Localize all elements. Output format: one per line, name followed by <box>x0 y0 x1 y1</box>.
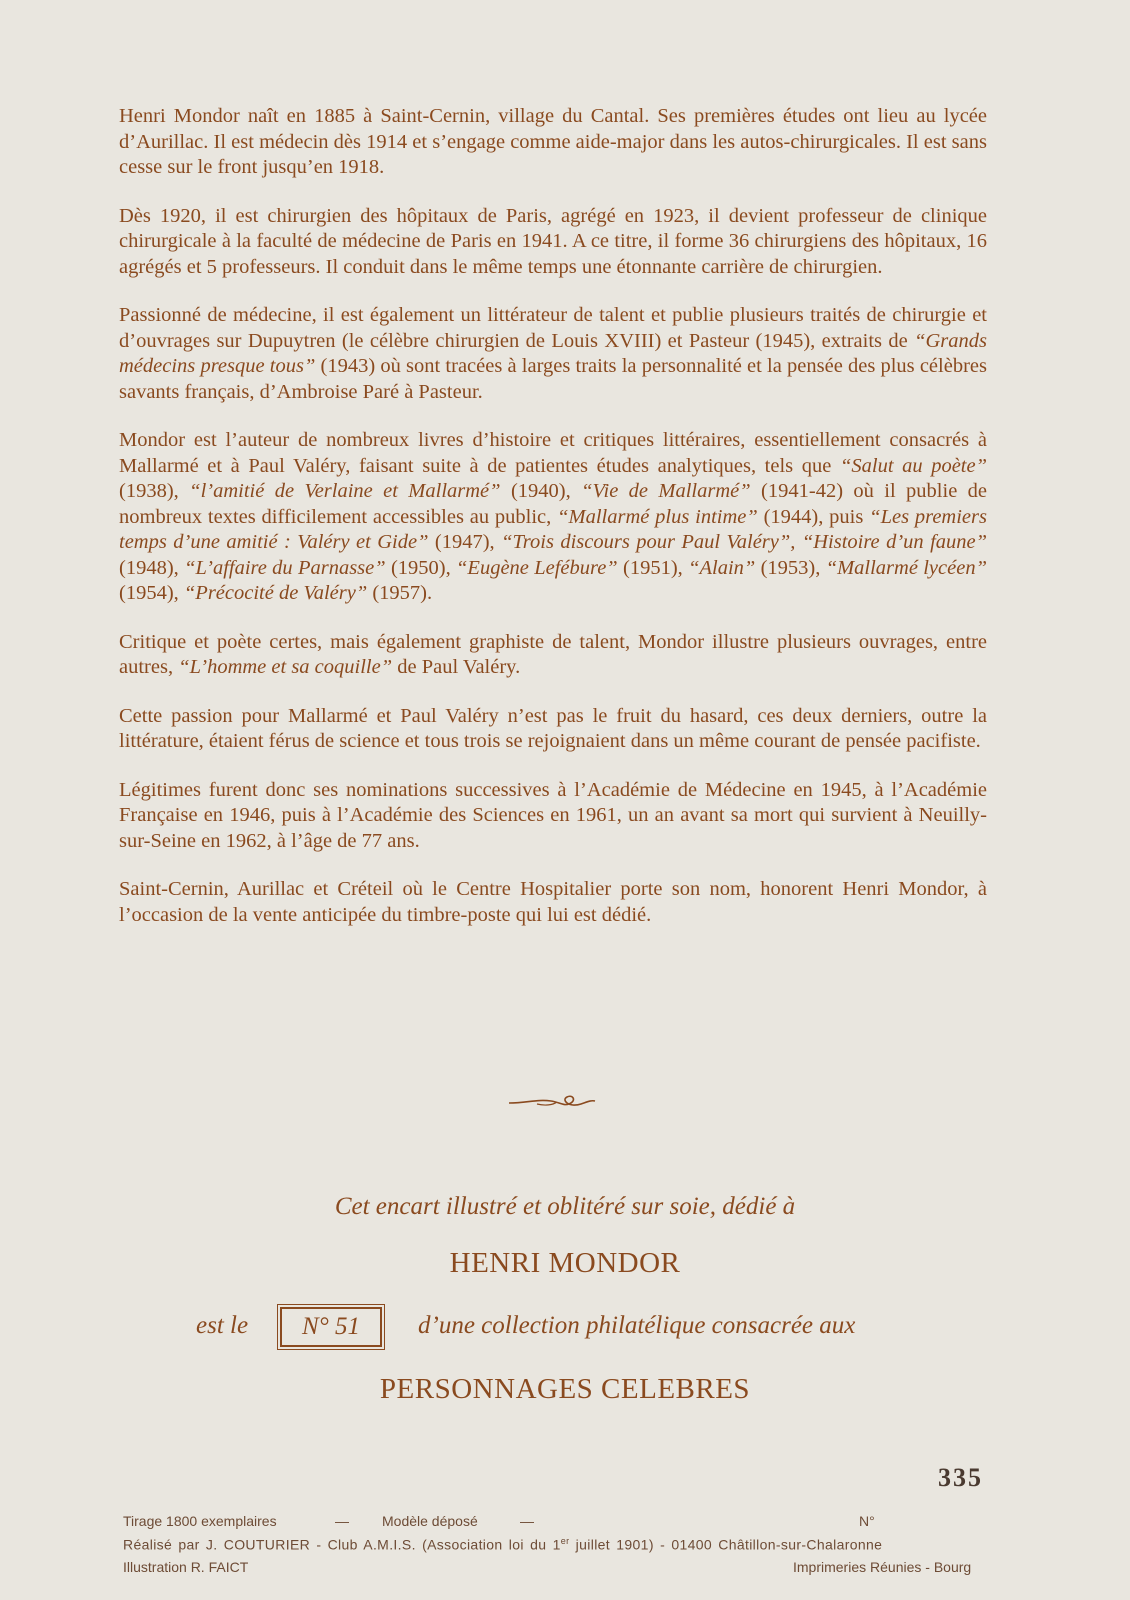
paragraph-text: (1948), <box>119 556 185 579</box>
work-title: “Vie de Mallarmé” <box>581 480 751 502</box>
footer-tirage: Tirage 1800 exemplaires <box>123 1513 277 1529</box>
paragraph-text: (1950), <box>385 556 457 579</box>
footer-imprimeries: Imprimeries Réunies - Bourg <box>793 1559 972 1575</box>
biography-text <box>119 104 987 951</box>
work-title: “Les premiers temps d’une amitié : Valéry et Gide” <box>119 505 987 553</box>
paragraph-text: (1943) où sont tracées à larges traits la personnalité et la pensée des plus célèbres savants français, d’Ambroise Paré à Pasteur. <box>119 355 987 403</box>
biography-paragraph: Dès 1920, il est chirurgien des hôpitaux de Paris, agrégé en 1923, il devient professeur de clinique chirurgicale à la faculté de médecine de Paris en 1941. A ce titre, il forme 36 chirurgiens des hôpitaux, 16 agrégés et 5 professeurs. Il conduit dans le même temps une étonnante carrière de chirurgien. <box>119 204 987 278</box>
paragraph-text: (1940), <box>500 480 582 502</box>
paragraph-text: Critique et poète certes, mais également graphiste de talent, Mondor illustre plusieurs ouvrages, entre autres, <box>119 630 987 678</box>
work-title: “Grands médecins presque tous” <box>119 329 987 377</box>
paragraph-text: (1954), <box>119 582 184 604</box>
biography-paragraph: Saint-Cernin, Aurillac et Créteil où le Centre Hospitalier porte son nom, honorent Henri Mondor, à l’occasion de la vente anticipée du timbre-poste qui lui est dédié. <box>119 878 987 926</box>
collection-number-box: N° 51 <box>280 1307 382 1347</box>
est-le-label: est le <box>196 1312 249 1339</box>
footer-illustration: Illustration R. FAICT <box>123 1559 249 1575</box>
paragraph-text: (1938), <box>119 480 190 502</box>
paragraph-text: (1953), <box>755 556 826 579</box>
work-title: “L’homme et sa coquille” <box>178 656 393 678</box>
biography-paragraph: Légitimes furent donc ses nominations successives à l’Académie de Médecine en 1945, à l’Académie Française en 1946, puis à l’Académie des Sciences en 1961, un an avant sa mort qui survient à Neuilly-sur-Seine en 1962, à l’âge de 77 ans. <box>119 778 987 852</box>
paragraph-text: (1944), puis <box>757 505 870 528</box>
footer-no-label: N° <box>859 1513 875 1529</box>
footer-modele: Modèle déposé <box>382 1513 478 1529</box>
paragraph-text: (1951), <box>617 556 689 579</box>
paragraph-text: (1947), <box>428 531 502 553</box>
collection-line: d’une collection philatélique consacrée aux <box>418 1312 856 1339</box>
work-title: “Trois discours pour Paul Valéry”, “Histoire d’un faune” <box>501 531 988 553</box>
ornament-flourish-icon <box>507 1090 597 1114</box>
work-title: “l’amitié de Verlaine et Mallarmé” <box>189 480 501 502</box>
paragraph-text: Mondor est l’auteur de nombreux livres d’histoire et critiques littéraires, essentiellement consacrés à Mallarmé et à Paul Valéry, faisant suite à de patientes études analytiques, tels que <box>119 429 987 477</box>
work-title: “Précocité de Valéry” <box>183 582 368 604</box>
paragraph-text: de Paul Valéry. <box>392 656 521 678</box>
work-title: “Alain” <box>688 556 756 579</box>
work-title: “Mallarmé lycéen” <box>825 556 987 579</box>
honoree-name: HENRI MONDOR <box>449 1247 681 1279</box>
paragraph-text: (1941-42) où il publie de nombreux textes difficilement accessibles au public, <box>119 480 988 528</box>
serial-number: 335 <box>938 1463 983 1492</box>
work-title: “L’affaire du Parnasse” <box>184 556 386 579</box>
paragraph-text: (1957). <box>367 582 433 604</box>
biography-paragraph <box>119 630 987 681</box>
work-title: “Salut au poète” <box>839 454 988 477</box>
work-title: “Mallarmé plus intime” <box>557 505 758 528</box>
series-title: PERSONNAGES CELEBRES <box>379 1373 751 1405</box>
biography-paragraph: Cette passion pour Mallarmé et Paul Valéry n’est pas le fruit du hasard, ces deux derniers, outre la littérature, étaient férus de science et tous trois se rejoignaient dans un même courant de pensée pacifiste. <box>119 704 987 752</box>
paragraph-text: Passionné de médecine, il est également un littérateur de talent et publie plusieurs traités de chirurgie et d’ouvrages sur Dupuytren (le célèbre chirurgien de Louis XVIII) et Pasteur (1945), extraits de <box>119 304 987 352</box>
work-title: “Eugène Lefébure” <box>456 556 618 579</box>
dedication-line: Cet encart illustré et oblitéré sur soie, dédié à <box>334 1193 796 1220</box>
footer-realise: Réalisé par J. COUTURIER - Club A.M.I.S. (Association loi du 1er juillet 1901) - 01400 Châtillon-sur-Chalaronne <box>123 1536 883 1553</box>
biography-paragraph: Henri Mondor naît en 1885 à Saint-Cernin, village du Cantal. Ses premières études ont lieu au lycée d’Aurillac. Il est médecin dès 1914 et s’engage comme aide-major dans les autos-chirurgicales. Il est sans cesse sur le front jusqu’en 1918. <box>119 105 987 178</box>
footer-dash: — <box>520 1513 534 1529</box>
biography-paragraph <box>119 303 987 405</box>
biography-paragraph <box>119 428 987 607</box>
footer-dash: — <box>335 1513 349 1529</box>
